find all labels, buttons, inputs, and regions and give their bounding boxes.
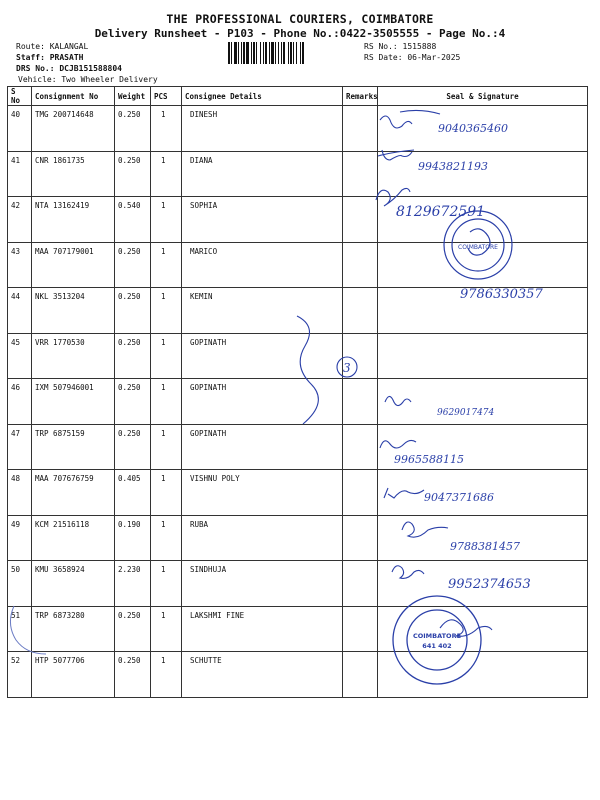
cell-seal-signature — [378, 106, 588, 152]
phone-row-40: 9040365460 — [438, 122, 508, 135]
cell-pcs: 1 — [151, 652, 182, 698]
cell-remarks — [343, 333, 378, 379]
cell-weight: 0.250 — [115, 151, 151, 197]
meta-left — [16, 41, 158, 85]
col-weight: Weight — [115, 87, 151, 106]
runsheet-subtitle: Delivery Runsheet - P103 - Phone No.:0422-3505555 - Page No.:4 — [94, 27, 506, 40]
cell-weight: 0.405 — [115, 470, 151, 516]
runsheet-table — [7, 86, 588, 698]
route-line: Route: KALANGAL — [16, 42, 89, 51]
table-row — [8, 197, 588, 243]
cell-sno: 40 — [8, 106, 32, 152]
vehicle-line: Vehicle: Two Wheeler Delivery — [18, 75, 158, 84]
stamp-2-pin: 641 402 — [422, 642, 452, 650]
cell-consignment: VRR 1770530 — [32, 333, 115, 379]
table-row — [8, 606, 588, 652]
cell-consignment: NTA 13162419 — [32, 197, 115, 243]
cell-weight: 0.250 — [115, 288, 151, 334]
phone-row-44: 9786330357 — [460, 287, 543, 302]
rs-no-line: RS No.: 1515888 — [364, 42, 437, 51]
cell-pcs: 1 — [151, 151, 182, 197]
cell-sno: 43 — [8, 242, 32, 288]
cell-consignment: TMG 200714648 — [32, 106, 115, 152]
cell-consignment: NKL 3513204 — [32, 288, 115, 334]
cell-pcs: 1 — [151, 333, 182, 379]
cell-sno: 42 — [8, 197, 32, 243]
cell-weight: 2.230 — [115, 561, 151, 607]
barcode — [228, 42, 352, 64]
cell-seal-signature — [378, 606, 588, 652]
table-header — [8, 87, 588, 106]
cell-remarks — [343, 288, 378, 334]
cell-seal-signature — [378, 197, 588, 243]
cell-consignment: MAA 707676759 — [32, 470, 115, 516]
cell-pcs: 1 — [151, 515, 182, 561]
cell-consignee: DIANA — [182, 151, 343, 197]
cell-remarks — [343, 379, 378, 425]
cell-seal-signature — [378, 288, 588, 334]
staff-line: Staff: PRASATH — [16, 53, 84, 62]
phone-row-41: 9943821193 — [418, 160, 488, 173]
cell-weight: 0.250 — [115, 242, 151, 288]
cell-consignment: KCM 21516118 — [32, 515, 115, 561]
cell-weight: 0.250 — [115, 379, 151, 425]
cell-weight: 0.250 — [115, 424, 151, 470]
cell-consignee: LAKSHMI FINE — [182, 606, 343, 652]
cell-remarks — [343, 151, 378, 197]
cell-consignee: RUBA — [182, 515, 343, 561]
cell-consignee: SINDHUJA — [182, 561, 343, 607]
col-consignment: Consignment No — [32, 87, 115, 106]
table-row — [8, 379, 588, 425]
cell-weight: 0.190 — [115, 515, 151, 561]
cell-pcs: 1 — [151, 379, 182, 425]
cell-seal-signature — [378, 470, 588, 516]
cell-sno: 51 — [8, 606, 32, 652]
cell-remarks — [343, 106, 378, 152]
cell-seal-signature — [378, 333, 588, 379]
cell-consignee: GOPINATH — [182, 379, 343, 425]
table-row — [8, 470, 588, 516]
cell-sno: 45 — [8, 333, 32, 379]
cell-sno: 41 — [8, 151, 32, 197]
cell-remarks — [343, 242, 378, 288]
cell-sno: 44 — [8, 288, 32, 334]
table-row — [8, 151, 588, 197]
cell-consignee: MARICO — [182, 242, 343, 288]
phone-row-47: 9629017474 — [437, 408, 495, 418]
circled-number: 3 — [343, 361, 351, 375]
cell-weight: 0.250 — [115, 333, 151, 379]
col-seal-signature: Seal & Signature — [378, 87, 588, 106]
phone-row-42: 8129672591 — [396, 204, 486, 220]
table-row — [8, 515, 588, 561]
table-row — [8, 424, 588, 470]
cell-sno: 47 — [8, 424, 32, 470]
cell-pcs: 1 — [151, 424, 182, 470]
cell-weight: 0.250 — [115, 106, 151, 152]
cell-sno: 52 — [8, 652, 32, 698]
cell-remarks — [343, 197, 378, 243]
cell-weight: 0.250 — [115, 606, 151, 652]
table-row — [8, 561, 588, 607]
company-title: THE PROFESSIONAL COURIERS, COIMBATORE — [166, 12, 434, 26]
cell-consignment: CNR 1861735 — [32, 151, 115, 197]
table-row — [8, 288, 588, 334]
table-row — [8, 333, 588, 379]
col-pcs: PCS — [151, 87, 182, 106]
cell-sno: 48 — [8, 470, 32, 516]
col-consignee: Consignee Details — [182, 87, 343, 106]
rs-date-line: RS Date: 06-Mar-2025 — [364, 53, 461, 62]
cell-consignee: GOPINATH — [182, 424, 343, 470]
cell-consignee: SOPHIA — [182, 197, 343, 243]
cell-remarks — [343, 652, 378, 698]
col-remarks: Remarks — [343, 87, 378, 106]
cell-weight: 0.540 — [115, 197, 151, 243]
cell-pcs: 1 — [151, 606, 182, 652]
barcode-bar — [304, 42, 305, 64]
cell-pcs: 1 — [151, 197, 182, 243]
cell-remarks — [343, 470, 378, 516]
cell-weight: 0.250 — [115, 652, 151, 698]
phone-row-48: 9965588115 — [394, 453, 464, 466]
cell-remarks — [343, 424, 378, 470]
cell-consignment: MAA 707179001 — [32, 242, 115, 288]
stamp-1-text: COIMBATORE — [458, 244, 498, 251]
cell-pcs: 1 — [151, 561, 182, 607]
phone-row-51: 9952374653 — [448, 577, 531, 592]
cell-seal-signature — [378, 424, 588, 470]
cell-pcs: 1 — [151, 288, 182, 334]
cell-seal-signature — [378, 515, 588, 561]
cell-remarks — [343, 515, 378, 561]
cell-sno: 46 — [8, 379, 32, 425]
cell-consignee: GOPINATH — [182, 333, 343, 379]
cell-consignee: DINESH — [182, 106, 343, 152]
phone-row-50: 9788381457 — [450, 540, 520, 553]
cell-remarks — [343, 561, 378, 607]
drs-line: DRS No.: DCJB151588804 — [16, 64, 122, 73]
phone-row-49: 9047371686 — [424, 491, 494, 504]
table-row — [8, 242, 588, 288]
cell-seal-signature — [378, 242, 588, 288]
cell-consignment: IXM 507946001 — [32, 379, 115, 425]
cell-sno: 49 — [8, 515, 32, 561]
table-row — [8, 106, 588, 152]
cell-consignment: HTP 5077706 — [32, 652, 115, 698]
cell-seal-signature — [378, 151, 588, 197]
cell-consignee: SCHUTTE — [182, 652, 343, 698]
cell-consignee: KEMIN — [182, 288, 343, 334]
cell-pcs: 1 — [151, 470, 182, 516]
cell-pcs: 1 — [151, 106, 182, 152]
cell-seal-signature — [378, 652, 588, 698]
cell-sno: 50 — [8, 561, 32, 607]
cell-remarks — [343, 606, 378, 652]
table-row — [8, 652, 588, 698]
cell-seal-signature — [378, 379, 588, 425]
cell-consignment: TRP 6873280 — [32, 606, 115, 652]
cell-seal-signature — [378, 561, 588, 607]
cell-consignee: VISHNU POLY — [182, 470, 343, 516]
cell-consignment: KMU 3658924 — [32, 561, 115, 607]
col-sno: S No — [8, 87, 32, 106]
cell-consignment: TRP 6875159 — [32, 424, 115, 470]
meta-right — [364, 41, 460, 63]
cell-pcs: 1 — [151, 242, 182, 288]
stamp-2-text: COIMBATORE — [412, 632, 462, 640]
